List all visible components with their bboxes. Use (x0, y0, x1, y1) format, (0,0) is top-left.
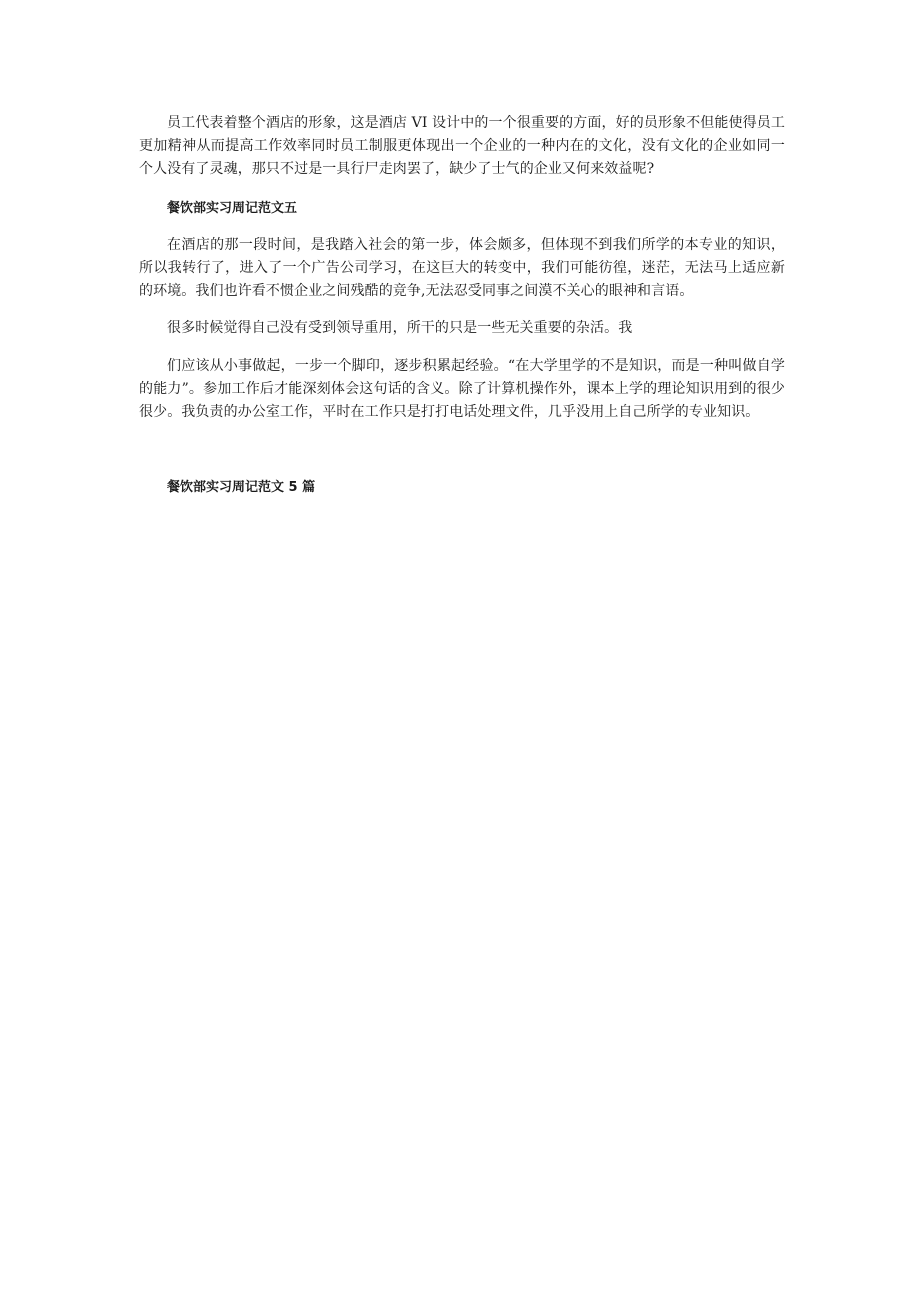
paragraph-hotel-experience: 在酒店的那一段时间，是我踏入社会的第一步，体会颇多，但体现不到我们所学的本专业的知识，所以我转行了，进入了一个广告公司学习，在这巨大的转变中，我们可能彷徨，迷茫，无法马上适应新的环境。我们也许看不惯企业之间残酷的竞争,无法忍受同事之间漠不关心的眼神和言语。 (139, 237, 785, 299)
section-heading-essay-five: 餐饮部实习周记范文五 (167, 201, 298, 216)
paragraph-employee-image: 员工代表着整个酒店的形象，这是酒店 VI 设计中的一个很重要的方面，好的员形象不但能使得员工更加精神从而提高工作效率同时员工制服更体现出一个企业的一种内在的文化，没有文化的企业如同一个人没有了灵魂，那只不过是一具行尸走肉罢了，缺少了士气的企业又何来效益呢? (139, 115, 785, 177)
section-heading-five-essays: 餐饮部实习周记范文 5 篇 (167, 480, 316, 495)
paragraph-not-valued: 很多时候觉得自己没有受到领导重用，所干的只是一些无关重要的杂活。我 (167, 320, 633, 336)
paragraph-start-small: 们应该从小事做起，一步一个脚印，逐步积累起经验。“在大学里学的不是知识，而是一种叫做自学的能力”。参加工作后才能深刻体会这句话的含义。除了计算机操作外，课本上学的理论知识用到的很少很少。我负责的办公室工作，平时在工作只是打打电话处理文件，几乎没用上自己所学的专业知识。 (139, 358, 785, 420)
document-body (139, 112, 785, 514)
